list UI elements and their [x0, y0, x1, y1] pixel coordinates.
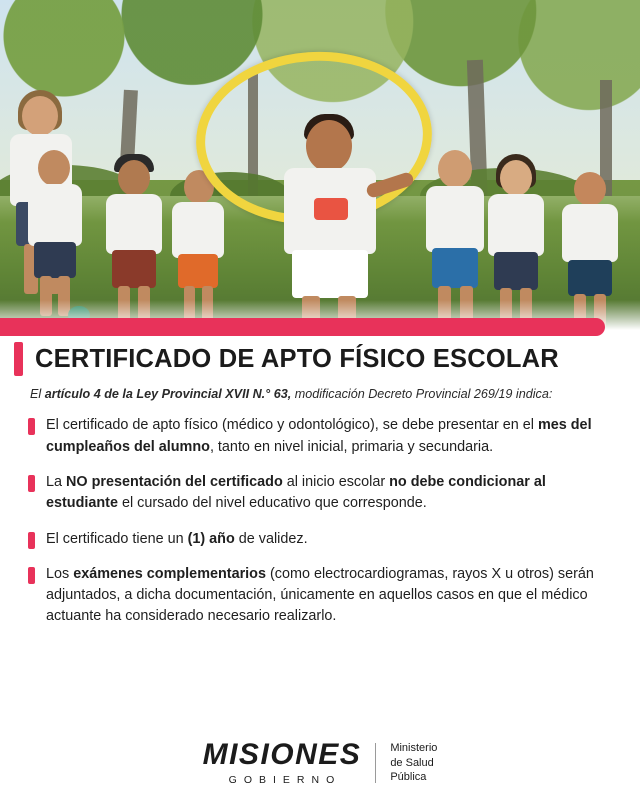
bullet-list — [0, 415, 640, 628]
bullet-marker — [28, 475, 35, 492]
lead-paragraph — [30, 385, 610, 403]
list-item-text: El certificado tiene un — [46, 530, 188, 547]
accent-bar — [0, 318, 605, 336]
lead-prefix: El — [30, 387, 45, 401]
list-item-emphasis: no debe condicionar al estudiante — [46, 473, 546, 512]
list-item — [46, 564, 606, 628]
brand-block — [203, 740, 362, 786]
list-item-text: el cursado del nivel educativo que corresponde. — [117, 495, 427, 512]
bullet-marker — [28, 567, 35, 584]
list-item-text: Los — [46, 565, 74, 582]
ministry-line-3: Pública — [390, 771, 427, 784]
list-item-emphasis: mes del cumpleaños del alumno — [46, 417, 592, 455]
list-item — [46, 529, 606, 550]
list-item-emphasis: (1) año — [187, 530, 235, 547]
page-title — [0, 336, 640, 376]
list-item-emphasis: NO presentación del certificado — [66, 473, 283, 490]
list-item-text: , tanto en nivel inicial, primaria y secundaria. — [209, 438, 494, 455]
footer — [0, 740, 640, 786]
logo-divider — [375, 743, 376, 783]
list-item-emphasis: exámenes complementarios — [73, 565, 266, 582]
header-photo — [0, 0, 640, 330]
list-item — [46, 415, 606, 458]
list-item-text: al inicio escolar — [282, 473, 390, 490]
list-item — [46, 472, 606, 515]
child-figure — [20, 150, 90, 310]
brand-name: MISIONES — [202, 738, 362, 771]
lead-suffix: modificación Decreto Provincial 269/19 indica: — [291, 387, 553, 401]
child-figure — [100, 160, 170, 320]
title-accent-mark — [14, 342, 23, 376]
ministry-line-2: de Salud — [390, 756, 434, 769]
content-area — [0, 336, 640, 642]
government-logo — [203, 740, 438, 786]
bullet-marker — [28, 418, 35, 435]
lead-bold: artículo 4 de la Ley Provincial XVII N.° 63, — [44, 387, 292, 401]
title-text: CERTIFICADO DE APTO FÍSICO ESCOLAR — [35, 344, 559, 373]
list-item-text: (como electrocardiogramas, rayos X u otros) serán adjuntados, a dicha documentación, únicamente en aquellos casos en que el médico actuante ha considerado necesario realizarlo. — [46, 565, 594, 625]
ministry-line-1: Ministerio — [390, 741, 438, 754]
ministry-block — [390, 741, 437, 786]
bullet-marker — [28, 532, 35, 549]
child-figure — [418, 150, 492, 325]
list-item-text: La — [46, 473, 67, 490]
list-item-text: El certificado de apto físico (médico y odontológico), se debe presentar en el — [46, 417, 538, 434]
list-item-text: de validez. — [234, 530, 308, 547]
brand-subtitle: GOBIERNO — [228, 774, 342, 786]
child-figure-main — [262, 120, 392, 330]
